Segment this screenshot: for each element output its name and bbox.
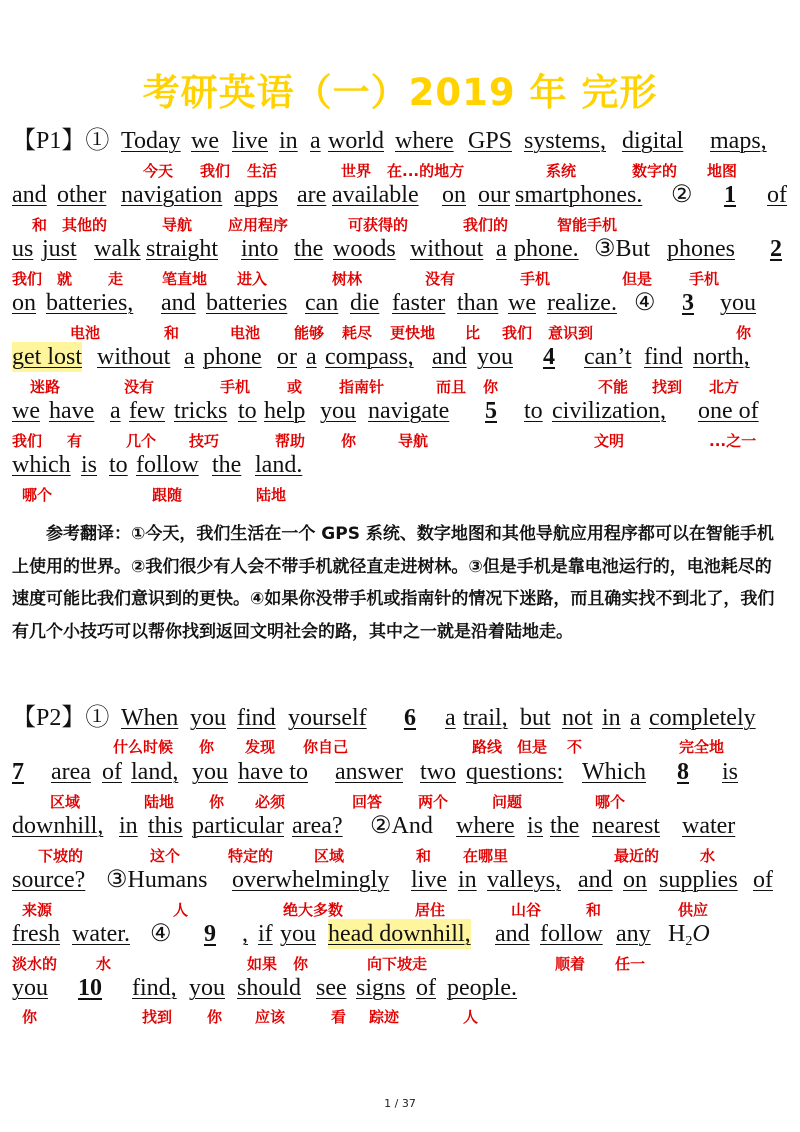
gloss: 进入 <box>237 270 268 288</box>
gloss: 人 <box>173 901 189 919</box>
gloss: 树林 <box>332 270 363 288</box>
word: nearest <box>592 813 660 839</box>
word: area? <box>292 813 343 839</box>
word: of <box>753 867 773 893</box>
gloss: 区域 <box>50 793 81 811</box>
gloss: 找到 <box>652 378 683 396</box>
word: walk <box>94 236 141 262</box>
word: which <box>12 452 71 478</box>
word: and <box>12 182 47 208</box>
page-title: 考研英语（一）2019 年 完形 <box>142 71 658 114</box>
word: you <box>720 290 756 316</box>
word: Today <box>121 128 181 154</box>
gloss: 耗尽 <box>342 324 373 342</box>
gloss: 电池 <box>70 324 101 342</box>
word: without <box>410 236 484 262</box>
gloss: 跟随 <box>152 486 183 504</box>
gloss: 你 <box>209 793 225 811</box>
gloss: 顺着 <box>555 955 586 973</box>
word: see <box>316 975 347 1001</box>
word: straight <box>146 236 218 262</box>
word: tricks <box>174 398 228 424</box>
word: realize. <box>547 290 617 316</box>
word: people. <box>447 975 517 1001</box>
gloss: 应该 <box>255 1008 286 1026</box>
gloss: 文明 <box>594 432 625 450</box>
word: you <box>12 975 48 1001</box>
gloss: 水 <box>96 955 112 973</box>
word: land. <box>255 452 303 478</box>
word: phone. <box>514 236 579 262</box>
gloss: 和 <box>32 216 48 234</box>
word: of <box>102 759 122 785</box>
blank-4: 4 <box>543 344 555 370</box>
h2o-formula <box>668 919 710 957</box>
word: of <box>416 975 436 1001</box>
gloss: 手机 <box>220 378 251 396</box>
gloss: 技巧 <box>189 432 220 450</box>
word: you <box>320 398 356 424</box>
word: , <box>242 921 248 947</box>
word: to <box>109 452 128 478</box>
gloss: 山谷 <box>511 901 542 919</box>
word: trail, <box>463 705 508 731</box>
word: should <box>237 975 302 1001</box>
gloss: 在哪里 <box>463 847 509 865</box>
word: apps <box>234 182 278 208</box>
blank-6: 6 <box>404 705 416 731</box>
word: not <box>562 705 593 731</box>
word: north, <box>693 344 750 370</box>
gloss: 走 <box>108 270 124 288</box>
gloss: 陆地 <box>144 793 175 811</box>
word: we <box>508 290 536 316</box>
word: systems, <box>524 128 607 154</box>
gloss: 意识到 <box>548 324 594 342</box>
word: can <box>305 290 339 316</box>
word: find, <box>132 975 177 1001</box>
gloss: 没有 <box>124 378 155 396</box>
word: any <box>616 921 651 947</box>
word: a <box>445 705 456 731</box>
word: phone <box>203 344 262 370</box>
gloss: 或 <box>287 378 303 396</box>
gloss: 更快地 <box>390 324 436 342</box>
gloss: 向下坡走 <box>367 955 428 973</box>
word: the <box>550 813 580 839</box>
word: in <box>458 867 477 893</box>
gloss: 手机 <box>520 270 551 288</box>
word: is <box>722 759 739 785</box>
word: if <box>258 921 273 947</box>
gloss: 系统 <box>546 162 577 180</box>
word: batteries, <box>46 290 134 316</box>
word: to <box>238 398 257 424</box>
word: on <box>623 867 647 893</box>
word: batteries <box>206 290 288 316</box>
gloss: 淡水的 <box>12 955 58 973</box>
gloss: 智能手机 <box>557 216 618 234</box>
gloss: 两个 <box>418 793 449 811</box>
blank-9: 9 <box>204 921 216 947</box>
word: just <box>42 236 77 262</box>
gloss: 今天 <box>143 162 174 180</box>
gloss: 迷路 <box>30 378 61 396</box>
word: in <box>279 128 298 154</box>
gloss: 你 <box>22 1008 38 1026</box>
gloss: 能够 <box>294 324 325 342</box>
gloss: 就 <box>57 270 73 288</box>
gloss: 人 <box>463 1008 479 1026</box>
word: you <box>280 921 316 947</box>
gloss: 笔直地 <box>162 270 208 288</box>
word: in <box>119 813 138 839</box>
gloss: 不 <box>567 738 583 756</box>
word: follow <box>540 921 603 947</box>
word: find <box>644 344 683 370</box>
word: two <box>420 759 456 785</box>
gloss: 找到 <box>142 1008 173 1026</box>
gloss: 我们 <box>12 270 43 288</box>
word: than <box>457 290 499 316</box>
word: in <box>602 705 621 731</box>
highlighted-phrase: get lost <box>12 344 82 370</box>
word: ③Humans <box>106 867 208 893</box>
gloss: 你 <box>293 955 309 973</box>
gloss: 没有 <box>425 270 456 288</box>
word: have <box>49 398 95 424</box>
gloss: 你 <box>341 432 357 450</box>
gloss: 手机 <box>689 270 720 288</box>
gloss: 北方 <box>709 378 740 396</box>
word: is <box>527 813 544 839</box>
gloss: 路线 <box>472 738 503 756</box>
gloss: 几个 <box>126 432 157 450</box>
blank-8: 8 <box>677 759 689 785</box>
gloss: 哪个 <box>595 793 626 811</box>
word: you <box>192 759 228 785</box>
gloss: 有 <box>67 432 83 450</box>
word: woods <box>333 236 396 262</box>
word: us <box>12 236 34 262</box>
word: follow <box>136 452 199 478</box>
word: is <box>81 452 98 478</box>
gloss: 区域 <box>314 847 345 865</box>
word: land, <box>131 759 179 785</box>
gloss: 下坡的 <box>38 847 84 865</box>
gloss: 和 <box>586 901 602 919</box>
gloss: 而且 <box>436 378 467 396</box>
gloss: 和 <box>416 847 432 865</box>
blank-5: 5 <box>485 398 497 424</box>
word: to <box>524 398 543 424</box>
word: a <box>630 705 641 731</box>
blank-10: 10 <box>78 975 102 1001</box>
word: you <box>190 705 226 731</box>
word: we <box>191 128 219 154</box>
gloss: 什么时候 <box>113 738 174 756</box>
gloss: 电池 <box>230 324 261 342</box>
word: ③But <box>594 236 651 262</box>
word: a <box>184 344 195 370</box>
gloss: 你自己 <box>303 738 349 756</box>
word: and <box>495 921 530 947</box>
gloss: 你 <box>736 324 752 342</box>
word: signs <box>356 975 406 1001</box>
word: you <box>189 975 225 1001</box>
word: When <box>121 705 179 731</box>
word: you <box>477 344 513 370</box>
word: without <box>97 344 171 370</box>
gloss: 可获得的 <box>348 216 409 234</box>
word: navigate <box>368 398 450 424</box>
word: and <box>161 290 196 316</box>
gloss: 导航 <box>162 216 193 234</box>
word: particular <box>192 813 284 839</box>
gloss: 任一 <box>615 955 646 973</box>
word: downhill, <box>12 813 104 839</box>
word: supplies <box>659 867 738 893</box>
gloss: 比 <box>465 324 481 342</box>
word: navigation <box>121 182 223 208</box>
word: and <box>578 867 613 893</box>
gloss: 来源 <box>22 901 53 919</box>
gloss: 哪个 <box>22 486 53 504</box>
formula-subscript: 2 <box>685 934 693 949</box>
word: faster <box>392 290 446 316</box>
gloss: 你 <box>483 378 499 396</box>
gloss: 帮助 <box>275 432 306 450</box>
gloss: 发现 <box>245 738 276 756</box>
gloss: 地图 <box>707 162 738 180</box>
word: Which <box>582 759 646 785</box>
gloss: 你 <box>199 738 215 756</box>
blank-7: 7 <box>12 759 24 785</box>
word: water <box>682 813 736 839</box>
word: where <box>395 128 454 154</box>
word: source? <box>12 867 86 893</box>
gloss: 我们 <box>200 162 231 180</box>
gloss: 我们 <box>502 324 533 342</box>
gloss: 完全地 <box>679 738 725 756</box>
word: one of <box>698 398 759 424</box>
formula-h: H <box>668 921 686 947</box>
gloss: 我们 <box>12 432 43 450</box>
word: GPS <box>468 128 513 154</box>
word: smartphones. <box>515 182 643 208</box>
word: have to <box>238 759 308 785</box>
highlighted-phrase: head downhill, <box>328 921 471 947</box>
gloss: 踪迹 <box>369 1008 400 1026</box>
word: a <box>496 236 507 262</box>
circled-number: ④ <box>634 290 656 316</box>
gloss: 但是 <box>517 738 548 756</box>
word: into <box>241 236 279 262</box>
word: a <box>310 128 321 154</box>
word: find <box>237 705 276 731</box>
circled-number: ② <box>671 182 693 208</box>
gloss: 必须 <box>255 793 286 811</box>
gloss: 陆地 <box>256 486 287 504</box>
word: completely <box>649 705 756 731</box>
word: yourself <box>288 705 367 731</box>
reference-translation: 参考翻译：①今天，我们生活在一个 GPS 系统、数字地图和其他导航应用程序都可以在智能手机上使用的世界。②我们很少有人会不带手机就径直走进树林。③但是手机是靠电池运行的，电池耗尽的速度可能比我们意识到的更快。④如果你没带手机或指南针的情况下迷路，而且确实找不到北了，我们有几个小技巧可以帮你找到返回文明社会的路，其中之一就是沿着陆地走。 <box>12 524 775 642</box>
word: few <box>129 398 165 424</box>
word: phones <box>667 236 735 262</box>
gloss: 但是 <box>622 270 653 288</box>
gloss: 生活 <box>247 162 278 180</box>
word: our <box>478 182 510 208</box>
gloss: 我们的 <box>463 216 509 234</box>
word: valleys, <box>487 867 561 893</box>
word: a <box>110 398 121 424</box>
word: live <box>232 128 268 154</box>
word: die <box>350 290 380 316</box>
word: water. <box>72 921 130 947</box>
gloss: 其他的 <box>62 216 108 234</box>
word: but <box>520 705 551 731</box>
word: the <box>294 236 324 262</box>
gloss: 数字的 <box>632 162 678 180</box>
para-marker: 【P2】① <box>12 705 110 731</box>
gloss: 应用程序 <box>228 216 289 234</box>
word: digital <box>622 128 684 154</box>
word: maps, <box>710 128 767 154</box>
word: questions: <box>466 759 564 785</box>
formula-o: O <box>692 921 710 947</box>
gloss: 绝大多数 <box>283 901 344 919</box>
gloss: 问题 <box>492 793 523 811</box>
gloss: ...之一 <box>709 432 757 450</box>
gloss: 供应 <box>678 901 709 919</box>
word: and <box>432 344 467 370</box>
gloss: 居住 <box>415 901 446 919</box>
gloss: 这个 <box>150 847 181 865</box>
page-number: 1 / 37 <box>384 1097 416 1110</box>
para-marker: 【P1】① <box>12 128 110 154</box>
gloss: 回答 <box>352 793 383 811</box>
word: of <box>767 182 787 208</box>
blank-3: 3 <box>682 290 694 316</box>
word: answer <box>335 759 403 785</box>
word: overwhelmingly <box>232 867 390 893</box>
gloss: 你 <box>207 1008 223 1026</box>
word: live <box>411 867 447 893</box>
word: can’t <box>584 344 632 370</box>
word: this <box>148 813 183 839</box>
word: where <box>456 813 515 839</box>
gloss: 不能 <box>598 378 629 396</box>
gloss: 水 <box>700 847 716 865</box>
word: help <box>264 398 306 424</box>
gloss: 在...的地方 <box>387 162 465 180</box>
gloss: 指南针 <box>339 378 385 396</box>
gloss: 最近的 <box>614 847 660 865</box>
word: compass, <box>325 344 414 370</box>
word: fresh <box>12 921 60 947</box>
word: on <box>442 182 466 208</box>
word: available <box>332 182 419 208</box>
word: the <box>212 452 242 478</box>
word: ②And <box>370 813 433 839</box>
circled-number: ④ <box>150 921 172 947</box>
gloss: 特定的 <box>228 847 274 865</box>
gloss: 如果 <box>247 955 278 973</box>
word: area <box>51 759 91 785</box>
word: we <box>12 398 40 424</box>
word: a <box>306 344 317 370</box>
word: are <box>297 182 327 208</box>
gloss: 世界 <box>341 162 372 180</box>
word: other <box>57 182 107 208</box>
word: civilization, <box>552 398 666 424</box>
gloss: 看 <box>331 1008 347 1026</box>
gloss: 导航 <box>398 432 429 450</box>
blank-2: 2 <box>770 236 782 262</box>
word: on <box>12 290 36 316</box>
blank-1: 1 <box>724 182 736 208</box>
word: or <box>277 344 297 370</box>
gloss: 和 <box>164 324 180 342</box>
word: world <box>328 128 384 154</box>
